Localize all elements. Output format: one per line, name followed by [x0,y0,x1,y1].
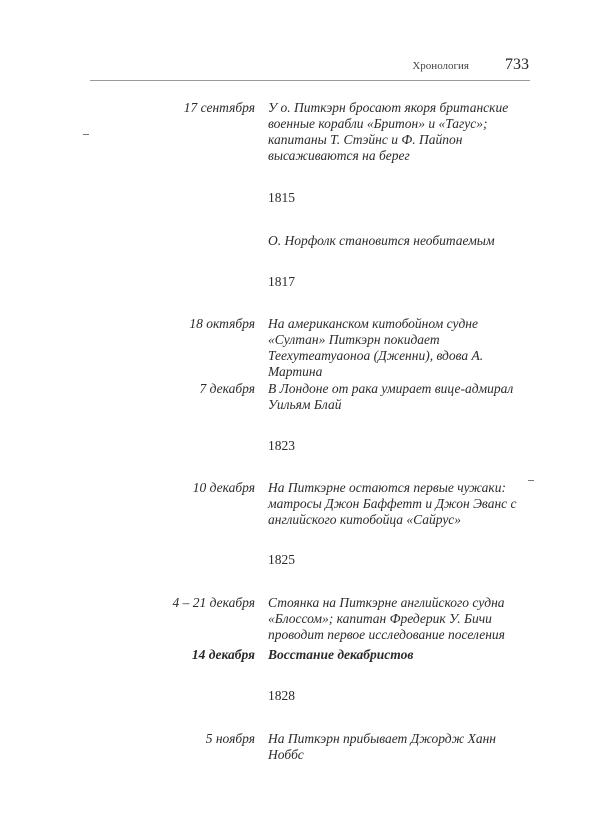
year-label: 1823 [268,438,295,453]
entry-text: На американском китобойном судне «Султан» Питкэрн покидает Теехутеатуаонoa (Дженни), вдова А. Мартина [268,316,484,379]
entry-text: На Питкэрн прибывает Джордж Ханн Ноббс [268,731,496,762]
entry-date: 5 ноября [205,731,255,746]
entry-date: 7 декабря [199,381,255,396]
entry-text: У о. Питкэрн бросают якоря британские военные корабли «Бритон» и «Тагус»; капитаны Т. Стэйнс и Ф. Пайпон высаживаются на берег [268,100,509,163]
entry-text: Стоянка на Питкэрне английского судна «Блоссом»; капитан Фредерик У. Бичи проводит первое исследование поселения [268,595,505,642]
entry-text: В Лондоне от рака умирает вице-адмирал Уильям Блай [268,381,514,412]
year-label: 1815 [268,190,295,205]
running-header [412,56,529,74]
year-label: 1825 [268,552,295,567]
entry-text: О. Норфолк становится необитаемым [268,233,495,248]
entry-date: 18 октября [189,316,255,331]
header-rule [90,80,530,81]
page-number: 733 [505,56,529,73]
entry-date: 10 декабря [192,480,255,495]
year-label: 1817 [268,274,295,289]
entry-text: На Питкэрне остаются первые чужаки: матросы Джон Баффетт и Джон Эванс с английского китобойца «Сайрус» [268,480,517,527]
margin-tick [83,134,89,135]
entry-date: 4 – 21 декабря [172,595,255,610]
running-header-title: Хронология [412,60,469,72]
year-label: 1828 [268,688,295,703]
entry-date: 17 сентября [183,100,255,115]
entry-date: 14 декабря [191,647,255,662]
entry-text: Восстание декабристов [268,647,414,662]
